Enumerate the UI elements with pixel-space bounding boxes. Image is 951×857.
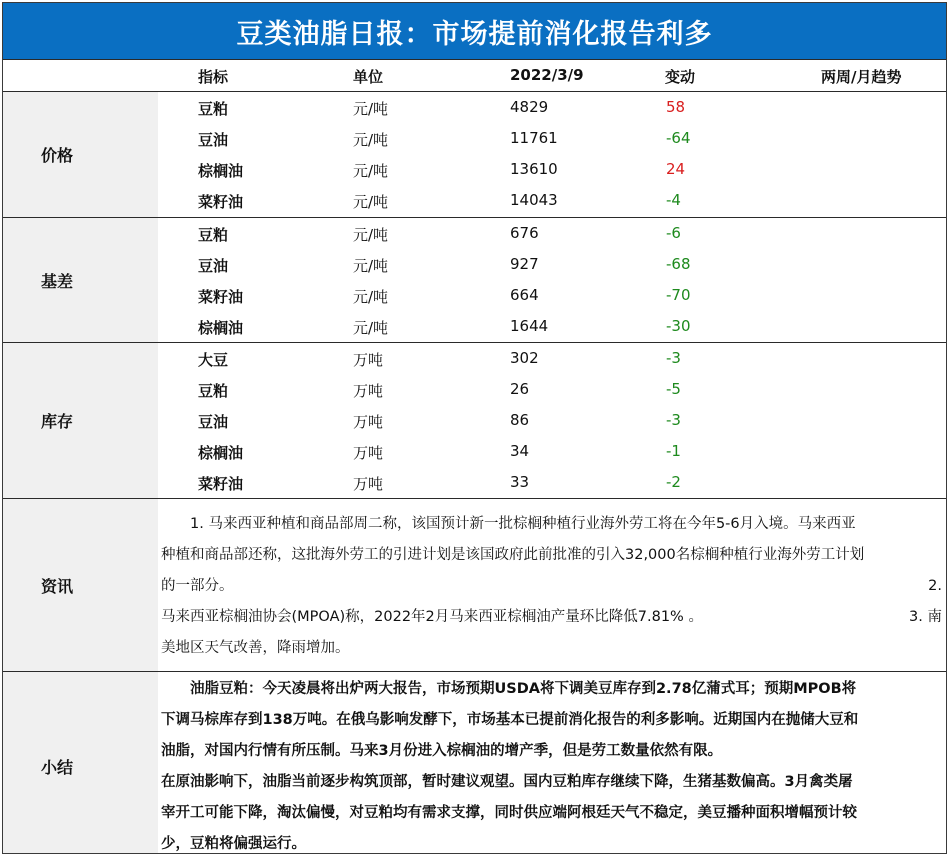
header-date: 2022/3/9 bbox=[510, 66, 584, 84]
section-stock bbox=[3, 343, 946, 499]
row-unit: 万吨 bbox=[353, 475, 384, 493]
row-name: 豆粕 bbox=[198, 226, 229, 244]
row-change: -3 bbox=[666, 349, 681, 367]
summary-line: 宰开工可能下降，淘汰偏慢，对豆粕均有需求支撑，同时供应端阿根廷天气不稳定，美豆播种面积增幅预计较 bbox=[161, 805, 857, 821]
row-value: 26 bbox=[510, 380, 530, 398]
row-value: 664 bbox=[510, 286, 539, 304]
row-change: -30 bbox=[666, 317, 691, 335]
row-name: 豆油 bbox=[198, 257, 229, 275]
news-line: 1. 马来西亚种植和商品部周二称，该国预计新一批棕榈种植行业海外劳工将在今年5-6月入境。马来西亚 bbox=[161, 516, 856, 532]
row-unit: 万吨 bbox=[353, 382, 384, 400]
table-row bbox=[158, 154, 946, 185]
row-name: 棕榈油 bbox=[198, 319, 244, 337]
row-change: 58 bbox=[666, 98, 686, 116]
row-change: -70 bbox=[666, 286, 691, 304]
report-title: 豆类油脂日报：市场提前消化报告利多 bbox=[3, 3, 946, 60]
row-unit: 元/吨 bbox=[353, 193, 389, 211]
row-value: 4829 bbox=[510, 98, 549, 116]
summary-text bbox=[158, 672, 946, 854]
row-change: -5 bbox=[666, 380, 681, 398]
row-name: 菜籽油 bbox=[198, 475, 244, 493]
row-change: -68 bbox=[666, 255, 691, 273]
header-indicator: 指标 bbox=[198, 68, 229, 86]
row-unit: 万吨 bbox=[353, 351, 384, 369]
news-line bbox=[161, 602, 942, 633]
summary-line: 少，豆粕将偏强运行。 bbox=[161, 836, 306, 852]
table-row bbox=[158, 123, 946, 154]
news-line: 种植和商品部还称，这批海外劳工的引进计划是该国政府此前批准的引入32,000名棕榈种植行业海外劳工计划 bbox=[161, 547, 865, 563]
row-name: 豆油 bbox=[198, 131, 229, 149]
news-text bbox=[158, 499, 946, 671]
row-name: 豆粕 bbox=[198, 382, 229, 400]
table-row bbox=[158, 343, 946, 374]
row-change: -4 bbox=[666, 191, 681, 209]
section-price bbox=[3, 92, 946, 218]
row-value: 33 bbox=[510, 473, 530, 491]
section-label-price: 价格 bbox=[3, 92, 158, 217]
row-name: 豆粕 bbox=[198, 100, 229, 118]
report-frame bbox=[2, 2, 947, 854]
summary-line: 在原油影响下，油脂当前逐步构筑顶部，暂时建议观望。国内豆粕库存继续下降，生猪基数偏高。3月禽类屠 bbox=[161, 774, 853, 790]
row-unit: 元/吨 bbox=[353, 226, 389, 244]
row-unit: 元/吨 bbox=[353, 257, 389, 275]
section-basis bbox=[3, 218, 946, 343]
header-unit: 单位 bbox=[353, 68, 384, 86]
news-line: 美地区天气改善，降雨增加。 bbox=[161, 640, 350, 656]
row-name: 大豆 bbox=[198, 351, 229, 369]
row-unit: 元/吨 bbox=[353, 162, 389, 180]
table-row bbox=[158, 249, 946, 280]
table-row bbox=[158, 374, 946, 405]
row-unit: 万吨 bbox=[353, 444, 384, 462]
table-row bbox=[158, 436, 946, 467]
row-change: -2 bbox=[666, 473, 681, 491]
news-line-text: 马来西亚棕榈油协会(MPOA)称，2022年2月马来西亚棕榈油产量环比降低7.81% 。 bbox=[161, 609, 703, 625]
row-name: 菜籽油 bbox=[198, 193, 244, 211]
row-unit: 万吨 bbox=[353, 413, 384, 431]
row-value: 302 bbox=[510, 349, 539, 367]
summary-line: 油脂，对国内行情有所压制。马来3月份进入棕榈油的增产季，但是劳工数量依然有限。 bbox=[161, 743, 723, 759]
row-change: -1 bbox=[666, 442, 681, 460]
row-unit: 元/吨 bbox=[353, 288, 389, 306]
table-row bbox=[158, 280, 946, 311]
news-line-text: 的一部分。 bbox=[161, 578, 234, 594]
summary-line: 下调马棕库存到138万吨。在俄乌影响发酵下，市场基本已提前消化报告的利多影响。近期国内在抛储大豆和 bbox=[161, 712, 859, 728]
row-name: 豆油 bbox=[198, 413, 229, 431]
row-name: 菜籽油 bbox=[198, 288, 244, 306]
table-row bbox=[158, 311, 946, 342]
row-name: 棕榈油 bbox=[198, 162, 244, 180]
section-label-stock: 库存 bbox=[3, 343, 158, 498]
row-value: 676 bbox=[510, 224, 539, 242]
table-row bbox=[158, 405, 946, 436]
row-change: -6 bbox=[666, 224, 681, 242]
header-trend: 两周/月趋势 bbox=[821, 68, 902, 86]
section-news bbox=[3, 499, 946, 672]
row-unit: 元/吨 bbox=[353, 319, 389, 337]
news-line bbox=[161, 571, 942, 602]
row-value: 13610 bbox=[510, 160, 558, 178]
summary-line: 油脂豆粕：今天凌晨将出炉两大报告，市场预期USDA将下调美豆库存到2.78亿蒲式耳；预期MPOB将 bbox=[161, 681, 857, 697]
row-change: 24 bbox=[666, 160, 686, 178]
row-value: 927 bbox=[510, 255, 539, 273]
row-unit: 元/吨 bbox=[353, 100, 389, 118]
news-item-number-2: 2. bbox=[928, 578, 942, 594]
header-change: 变动 bbox=[665, 68, 696, 86]
row-unit: 元/吨 bbox=[353, 131, 389, 149]
row-value: 1644 bbox=[510, 317, 549, 335]
news-item-number-3: 3. 南 bbox=[909, 609, 942, 625]
section-label-news: 资讯 bbox=[3, 499, 158, 671]
row-value: 11761 bbox=[510, 129, 558, 147]
table-row bbox=[158, 92, 946, 123]
row-change: -3 bbox=[666, 411, 681, 429]
table-row bbox=[158, 185, 946, 216]
row-value: 34 bbox=[510, 442, 530, 460]
row-value: 14043 bbox=[510, 191, 558, 209]
table-row bbox=[158, 467, 946, 498]
row-value: 86 bbox=[510, 411, 530, 429]
section-label-basis: 基差 bbox=[3, 218, 158, 342]
row-change: -64 bbox=[666, 129, 691, 147]
section-label-summary: 小结 bbox=[3, 672, 158, 854]
row-name: 棕榈油 bbox=[198, 444, 244, 462]
section-summary bbox=[3, 672, 946, 854]
table-header bbox=[3, 60, 946, 92]
table-row bbox=[158, 218, 946, 249]
